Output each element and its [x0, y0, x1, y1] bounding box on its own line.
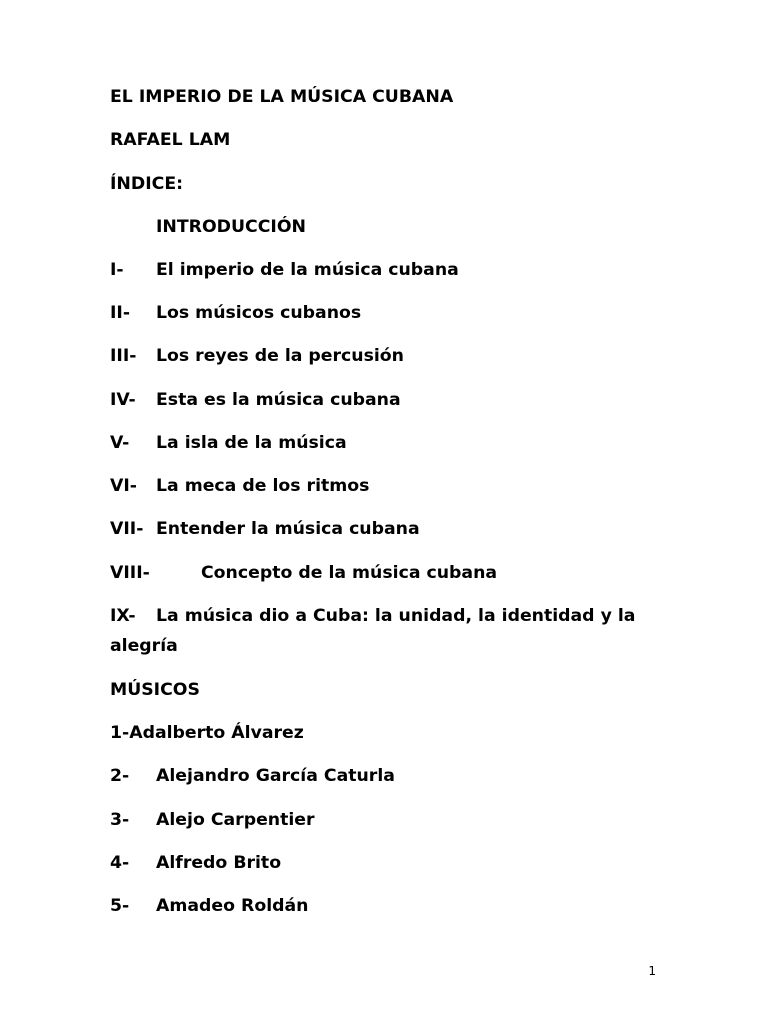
- musician-entry: [110, 722, 304, 744]
- document-author: RAFAEL LAM: [110, 130, 231, 150]
- chapter-number: V-: [110, 433, 130, 453]
- musician-name: Adalberto Álvarez: [129, 723, 304, 743]
- musician-number: 1-: [110, 723, 130, 743]
- musician-number: 4-: [110, 853, 130, 873]
- musician-number: 2-: [110, 766, 130, 786]
- musician-name: Alejo Carpentier: [156, 810, 315, 830]
- chapter-entry: [110, 302, 361, 324]
- chapter-number: II-: [110, 303, 131, 323]
- index-heading: ÍNDICE:: [110, 174, 184, 194]
- chapter-number: VII-: [110, 519, 144, 539]
- chapter-number: IV-: [110, 390, 136, 410]
- chapter-title: El imperio de la música cubana: [156, 260, 459, 280]
- chapter-title: Esta es la música cubana: [156, 390, 401, 410]
- musician-entry: [110, 809, 315, 831]
- chapter-title: La meca de los ritmos: [156, 476, 370, 496]
- chapter-entry: [110, 518, 420, 540]
- chapter-title: La música dio a Cuba: la unidad, la identidad y la: [156, 606, 636, 626]
- musician-name: Amadeo Roldán: [156, 896, 309, 916]
- chapter-title-continuation: alegría: [110, 636, 178, 656]
- page-number: 1: [648, 964, 656, 978]
- chapter-entry: [110, 605, 635, 627]
- chapter-title: Entender la música cubana: [156, 519, 420, 539]
- musician-name: Alfredo Brito: [156, 853, 282, 873]
- chapter-number: I-: [110, 260, 124, 280]
- musicians-heading: MÚSICOS: [110, 680, 200, 700]
- chapter-number: IX-: [110, 606, 136, 626]
- chapter-number: III-: [110, 346, 137, 366]
- chapter-entry: [110, 475, 369, 497]
- musician-name: Alejandro García Caturla: [156, 766, 395, 786]
- chapter-title: Los músicos cubanos: [156, 303, 362, 323]
- musician-number: 3-: [110, 810, 130, 830]
- chapter-title: Concepto de la música cubana: [201, 563, 498, 583]
- chapter-entry: [110, 432, 347, 454]
- introduction-entry: INTRODUCCIÓN: [156, 217, 307, 237]
- chapter-number: VI-: [110, 476, 137, 496]
- chapter-entry: [110, 259, 459, 281]
- chapter-entry: [110, 562, 497, 584]
- chapter-number: VIII-: [110, 563, 150, 583]
- musician-entry: [110, 895, 308, 917]
- musician-entry: [110, 852, 281, 874]
- chapter-title: La isla de la música: [156, 433, 347, 453]
- document-title: EL IMPERIO DE LA MÚSICA CUBANA: [110, 87, 454, 107]
- chapter-entry: [110, 389, 401, 411]
- chapter-entry: [110, 345, 404, 367]
- chapter-title: Los reyes de la percusión: [156, 346, 404, 366]
- musician-entry: [110, 765, 395, 787]
- musician-number: 5-: [110, 896, 130, 916]
